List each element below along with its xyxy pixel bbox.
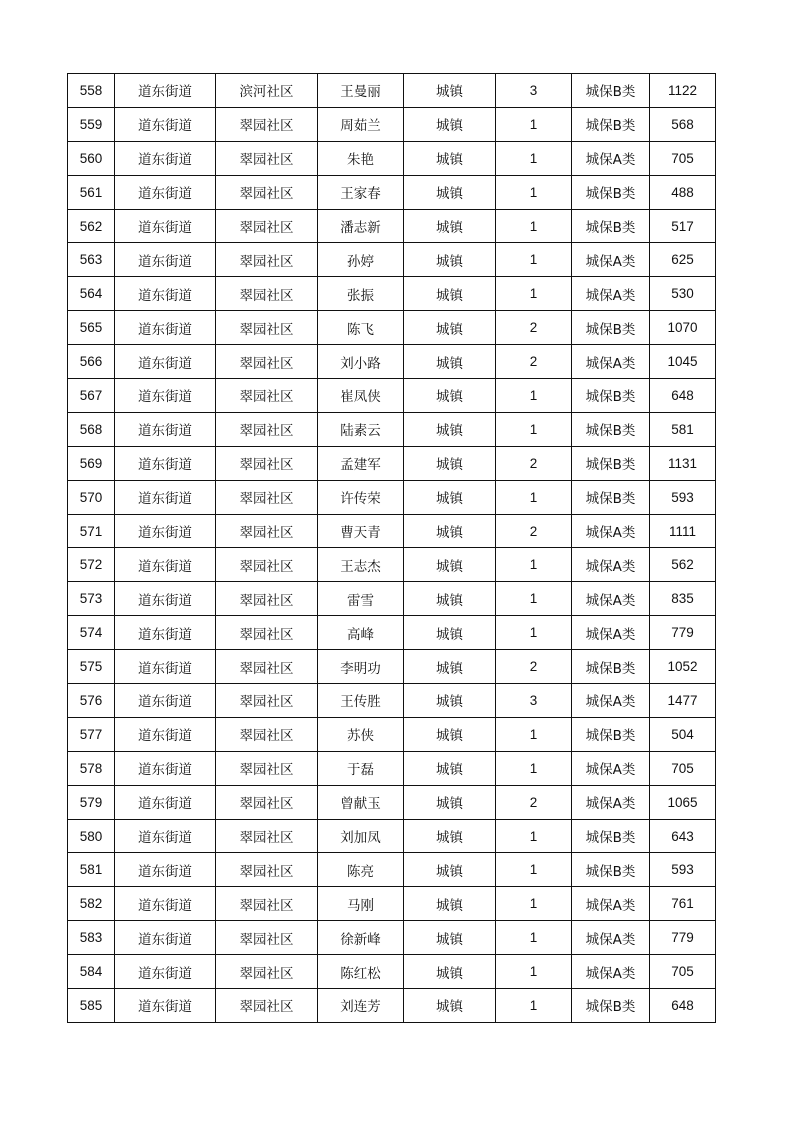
row-number-cell: 569: [68, 446, 115, 480]
subdistrict-cell: 道东街道: [115, 650, 216, 684]
household-type-cell: 城镇: [404, 684, 496, 718]
household-size-cell: 1: [496, 175, 572, 209]
table-row: [68, 514, 716, 548]
subdistrict-cell: 道东街道: [115, 209, 216, 243]
row-number-cell: 580: [68, 819, 115, 853]
community-cell: 翠园社区: [216, 446, 318, 480]
table-row: [68, 616, 716, 650]
household-size-cell: 1: [496, 277, 572, 311]
subdistrict-cell: 道东街道: [115, 853, 216, 887]
row-number-cell: 568: [68, 412, 115, 446]
table-row: [68, 446, 716, 480]
insurance-category-cell: 城保A类: [572, 684, 650, 718]
household-size-cell: 1: [496, 717, 572, 751]
row-number-cell: 575: [68, 650, 115, 684]
insurance-category-cell: 城保B类: [572, 446, 650, 480]
amount-cell: 562: [650, 548, 716, 582]
community-cell: 翠园社区: [216, 582, 318, 616]
name-cell: 王志杰: [318, 548, 404, 582]
table-row: [68, 785, 716, 819]
household-type-cell: 城镇: [404, 921, 496, 955]
subdistrict-cell: 道东街道: [115, 311, 216, 345]
amount-cell: 779: [650, 921, 716, 955]
amount-cell: 625: [650, 243, 716, 277]
name-cell: 徐新峰: [318, 921, 404, 955]
insurance-category-cell: 城保A类: [572, 141, 650, 175]
amount-cell: 1052: [650, 650, 716, 684]
community-cell: 翠园社区: [216, 107, 318, 141]
insurance-category-cell: 城保A类: [572, 751, 650, 785]
household-size-cell: 3: [496, 74, 572, 108]
household-type-cell: 城镇: [404, 446, 496, 480]
household-size-cell: 2: [496, 785, 572, 819]
table-row: [68, 887, 716, 921]
community-cell: 翠园社区: [216, 955, 318, 989]
household-size-cell: 1: [496, 887, 572, 921]
subdistrict-cell: 道东街道: [115, 379, 216, 413]
insurance-category-cell: 城保A类: [572, 616, 650, 650]
table-row: [68, 684, 716, 718]
household-type-cell: 城镇: [404, 819, 496, 853]
household-type-cell: 城镇: [404, 209, 496, 243]
household-size-cell: 3: [496, 684, 572, 718]
amount-cell: 568: [650, 107, 716, 141]
amount-cell: 1070: [650, 311, 716, 345]
insurance-category-cell: 城保A类: [572, 955, 650, 989]
amount-cell: 835: [650, 582, 716, 616]
table-row: [68, 853, 716, 887]
roster-table: [67, 73, 716, 1023]
table-row: [68, 379, 716, 413]
household-size-cell: 2: [496, 650, 572, 684]
community-cell: 翠园社区: [216, 345, 318, 379]
subdistrict-cell: 道东街道: [115, 412, 216, 446]
community-cell: 翠园社区: [216, 887, 318, 921]
row-number-cell: 583: [68, 921, 115, 955]
name-cell: 潘志新: [318, 209, 404, 243]
subdistrict-cell: 道东街道: [115, 74, 216, 108]
community-cell: 翠园社区: [216, 243, 318, 277]
name-cell: 陈亮: [318, 853, 404, 887]
community-cell: 翠园社区: [216, 921, 318, 955]
row-number-cell: 579: [68, 785, 115, 819]
subdistrict-cell: 道东街道: [115, 107, 216, 141]
community-cell: 翠园社区: [216, 514, 318, 548]
community-cell: 翠园社区: [216, 548, 318, 582]
household-type-cell: 城镇: [404, 751, 496, 785]
table-row: [68, 751, 716, 785]
household-size-cell: 1: [496, 412, 572, 446]
community-cell: 翠园社区: [216, 311, 318, 345]
table-row: [68, 209, 716, 243]
name-cell: 张振: [318, 277, 404, 311]
household-size-cell: 1: [496, 548, 572, 582]
community-cell: 翠园社区: [216, 717, 318, 751]
household-size-cell: 1: [496, 582, 572, 616]
table-row: [68, 955, 716, 989]
subdistrict-cell: 道东街道: [115, 582, 216, 616]
household-type-cell: 城镇: [404, 412, 496, 446]
household-type-cell: 城镇: [404, 107, 496, 141]
name-cell: 孟建军: [318, 446, 404, 480]
row-number-cell: 584: [68, 955, 115, 989]
amount-cell: 643: [650, 819, 716, 853]
name-cell: 周茹兰: [318, 107, 404, 141]
table-row: [68, 277, 716, 311]
row-number-cell: 578: [68, 751, 115, 785]
name-cell: 高峰: [318, 616, 404, 650]
community-cell: 翠园社区: [216, 853, 318, 887]
household-size-cell: 1: [496, 107, 572, 141]
row-number-cell: 566: [68, 345, 115, 379]
amount-cell: 488: [650, 175, 716, 209]
subdistrict-cell: 道东街道: [115, 819, 216, 853]
table-row: [68, 141, 716, 175]
amount-cell: 1131: [650, 446, 716, 480]
table-row: [68, 548, 716, 582]
household-type-cell: 城镇: [404, 650, 496, 684]
name-cell: 陈飞: [318, 311, 404, 345]
amount-cell: 1122: [650, 74, 716, 108]
household-type-cell: 城镇: [404, 989, 496, 1023]
document-page: [67, 73, 715, 1023]
household-size-cell: 1: [496, 921, 572, 955]
household-type-cell: 城镇: [404, 717, 496, 751]
household-type-cell: 城镇: [404, 887, 496, 921]
amount-cell: 705: [650, 955, 716, 989]
household-size-cell: 1: [496, 989, 572, 1023]
amount-cell: 705: [650, 141, 716, 175]
subdistrict-cell: 道东街道: [115, 175, 216, 209]
table-row: [68, 412, 716, 446]
subdistrict-cell: 道东街道: [115, 921, 216, 955]
household-type-cell: 城镇: [404, 141, 496, 175]
subdistrict-cell: 道东街道: [115, 616, 216, 650]
table-row: [68, 717, 716, 751]
amount-cell: 1477: [650, 684, 716, 718]
amount-cell: 530: [650, 277, 716, 311]
household-size-cell: 1: [496, 141, 572, 175]
community-cell: 翠园社区: [216, 616, 318, 650]
insurance-category-cell: 城保A类: [572, 548, 650, 582]
name-cell: 于磊: [318, 751, 404, 785]
name-cell: 刘连芳: [318, 989, 404, 1023]
amount-cell: 593: [650, 853, 716, 887]
name-cell: 雷雪: [318, 582, 404, 616]
household-size-cell: 1: [496, 853, 572, 887]
household-size-cell: 1: [496, 243, 572, 277]
name-cell: 孙婷: [318, 243, 404, 277]
household-type-cell: 城镇: [404, 548, 496, 582]
subdistrict-cell: 道东街道: [115, 785, 216, 819]
insurance-category-cell: 城保B类: [572, 379, 650, 413]
row-number-cell: 571: [68, 514, 115, 548]
insurance-category-cell: 城保B类: [572, 107, 650, 141]
table-row: [68, 989, 716, 1023]
row-number-cell: 577: [68, 717, 115, 751]
row-number-cell: 567: [68, 379, 115, 413]
household-size-cell: 1: [496, 751, 572, 785]
household-size-cell: 2: [496, 514, 572, 548]
subdistrict-cell: 道东街道: [115, 751, 216, 785]
table-row: [68, 107, 716, 141]
row-number-cell: 585: [68, 989, 115, 1023]
row-number-cell: 560: [68, 141, 115, 175]
community-cell: 翠园社区: [216, 751, 318, 785]
amount-cell: 593: [650, 480, 716, 514]
row-number-cell: 572: [68, 548, 115, 582]
subdistrict-cell: 道东街道: [115, 345, 216, 379]
amount-cell: 761: [650, 887, 716, 921]
name-cell: 崔凤侠: [318, 379, 404, 413]
subdistrict-cell: 道东街道: [115, 446, 216, 480]
household-type-cell: 城镇: [404, 785, 496, 819]
household-type-cell: 城镇: [404, 311, 496, 345]
insurance-category-cell: 城保A类: [572, 582, 650, 616]
community-cell: 翠园社区: [216, 480, 318, 514]
household-type-cell: 城镇: [404, 616, 496, 650]
name-cell: 马刚: [318, 887, 404, 921]
community-cell: 翠园社区: [216, 412, 318, 446]
name-cell: 王传胜: [318, 684, 404, 718]
household-size-cell: 1: [496, 209, 572, 243]
name-cell: 曾献玉: [318, 785, 404, 819]
household-type-cell: 城镇: [404, 243, 496, 277]
insurance-category-cell: 城保B类: [572, 209, 650, 243]
row-number-cell: 559: [68, 107, 115, 141]
community-cell: 翠园社区: [216, 819, 318, 853]
community-cell: 翠园社区: [216, 989, 318, 1023]
row-number-cell: 581: [68, 853, 115, 887]
subdistrict-cell: 道东街道: [115, 887, 216, 921]
community-cell: 翠园社区: [216, 650, 318, 684]
subdistrict-cell: 道东街道: [115, 989, 216, 1023]
household-size-cell: 2: [496, 311, 572, 345]
row-number-cell: 576: [68, 684, 115, 718]
insurance-category-cell: 城保B类: [572, 853, 650, 887]
household-type-cell: 城镇: [404, 345, 496, 379]
insurance-category-cell: 城保A类: [572, 785, 650, 819]
name-cell: 苏侠: [318, 717, 404, 751]
name-cell: 陆素云: [318, 412, 404, 446]
amount-cell: 779: [650, 616, 716, 650]
table-row: [68, 582, 716, 616]
community-cell: 滨河社区: [216, 74, 318, 108]
community-cell: 翠园社区: [216, 209, 318, 243]
subdistrict-cell: 道东街道: [115, 548, 216, 582]
insurance-category-cell: 城保B类: [572, 412, 650, 446]
table-row: [68, 819, 716, 853]
amount-cell: 581: [650, 412, 716, 446]
subdistrict-cell: 道东街道: [115, 684, 216, 718]
household-type-cell: 城镇: [404, 277, 496, 311]
row-number-cell: 563: [68, 243, 115, 277]
name-cell: 许传荣: [318, 480, 404, 514]
amount-cell: 1065: [650, 785, 716, 819]
insurance-category-cell: 城保B类: [572, 989, 650, 1023]
amount-cell: 1111: [650, 514, 716, 548]
name-cell: 曹天青: [318, 514, 404, 548]
household-type-cell: 城镇: [404, 514, 496, 548]
table-row: [68, 650, 716, 684]
insurance-category-cell: 城保B类: [572, 717, 650, 751]
household-size-cell: 2: [496, 446, 572, 480]
amount-cell: 705: [650, 751, 716, 785]
amount-cell: 504: [650, 717, 716, 751]
table-row: [68, 175, 716, 209]
household-type-cell: 城镇: [404, 175, 496, 209]
community-cell: 翠园社区: [216, 785, 318, 819]
insurance-category-cell: 城保A类: [572, 243, 650, 277]
insurance-category-cell: 城保B类: [572, 650, 650, 684]
table-row: [68, 480, 716, 514]
household-size-cell: 1: [496, 379, 572, 413]
name-cell: 刘加凤: [318, 819, 404, 853]
table-row: [68, 921, 716, 955]
insurance-category-cell: 城保A类: [572, 887, 650, 921]
name-cell: 朱艳: [318, 141, 404, 175]
insurance-category-cell: 城保A类: [572, 345, 650, 379]
amount-cell: 1045: [650, 345, 716, 379]
subdistrict-cell: 道东街道: [115, 480, 216, 514]
name-cell: 刘小路: [318, 345, 404, 379]
row-number-cell: 570: [68, 480, 115, 514]
subdistrict-cell: 道东街道: [115, 514, 216, 548]
household-type-cell: 城镇: [404, 74, 496, 108]
name-cell: 王家春: [318, 175, 404, 209]
insurance-category-cell: 城保B类: [572, 74, 650, 108]
household-size-cell: 1: [496, 616, 572, 650]
household-type-cell: 城镇: [404, 480, 496, 514]
row-number-cell: 564: [68, 277, 115, 311]
row-number-cell: 565: [68, 311, 115, 345]
community-cell: 翠园社区: [216, 379, 318, 413]
insurance-category-cell: 城保A类: [572, 514, 650, 548]
insurance-category-cell: 城保B类: [572, 480, 650, 514]
insurance-category-cell: 城保B类: [572, 175, 650, 209]
name-cell: 李明功: [318, 650, 404, 684]
insurance-category-cell: 城保A类: [572, 277, 650, 311]
table-row: [68, 74, 716, 108]
subdistrict-cell: 道东街道: [115, 955, 216, 989]
household-type-cell: 城镇: [404, 955, 496, 989]
row-number-cell: 574: [68, 616, 115, 650]
amount-cell: 648: [650, 989, 716, 1023]
community-cell: 翠园社区: [216, 277, 318, 311]
table-row: [68, 243, 716, 277]
amount-cell: 517: [650, 209, 716, 243]
subdistrict-cell: 道东街道: [115, 243, 216, 277]
household-type-cell: 城镇: [404, 853, 496, 887]
row-number-cell: 562: [68, 209, 115, 243]
name-cell: 陈红松: [318, 955, 404, 989]
table-row: [68, 345, 716, 379]
row-number-cell: 561: [68, 175, 115, 209]
household-size-cell: 1: [496, 819, 572, 853]
amount-cell: 648: [650, 379, 716, 413]
household-type-cell: 城镇: [404, 379, 496, 413]
table-row: [68, 311, 716, 345]
subdistrict-cell: 道东街道: [115, 277, 216, 311]
subdistrict-cell: 道东街道: [115, 717, 216, 751]
row-number-cell: 582: [68, 887, 115, 921]
household-type-cell: 城镇: [404, 582, 496, 616]
community-cell: 翠园社区: [216, 141, 318, 175]
insurance-category-cell: 城保A类: [572, 921, 650, 955]
household-size-cell: 1: [496, 480, 572, 514]
household-size-cell: 2: [496, 345, 572, 379]
household-size-cell: 1: [496, 955, 572, 989]
insurance-category-cell: 城保B类: [572, 819, 650, 853]
subdistrict-cell: 道东街道: [115, 141, 216, 175]
roster-table-body: [68, 74, 716, 1023]
name-cell: 王曼丽: [318, 74, 404, 108]
community-cell: 翠园社区: [216, 684, 318, 718]
row-number-cell: 573: [68, 582, 115, 616]
row-number-cell: 558: [68, 74, 115, 108]
insurance-category-cell: 城保B类: [572, 311, 650, 345]
community-cell: 翠园社区: [216, 175, 318, 209]
